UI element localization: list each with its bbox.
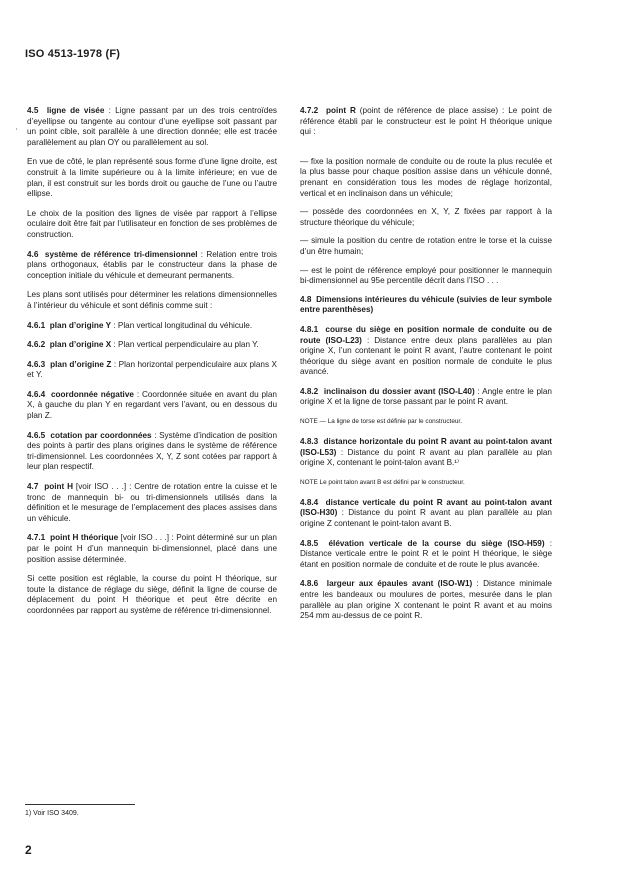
dash-item: — possède des coordonnées en X, Y, Z fixées par rapport à la structure théorique du véhicule; (300, 207, 552, 227)
clause-number: 4.8.5 (300, 538, 319, 548)
clause-text: [voir ISO . . .] : Centre de rotation entre la cuisse et le tronc de mannequin bi- ou tri-dimensionnels utilisés dans la définition et le mesurage de l’emplacement des places assises dans un véhicule. (27, 482, 277, 523)
clause-term: distance verticale du point R avant au point-talon avant (ISO-H30) (300, 497, 552, 518)
clause-number: 4.8.3 (300, 437, 319, 447)
document-header: ISO 4513-1978 (F) (25, 48, 121, 60)
clause-term: ligne de visée (46, 106, 105, 115)
dash-list (300, 157, 552, 287)
clause-text: : Distance minimale entre les bandeaux ou moulures de portes, mesurée dans le plan parallèle au plan origine X contenant le point R avant et au moins 254 mm au-dessus de ce point R. (300, 579, 552, 621)
clause-4-7-1 (27, 533, 277, 565)
clause-term: plan d’origine Z (50, 359, 112, 369)
clause-text: : Coordonnée située en avant du plan X, à gauche du plan Y en regardant vers l’avant, ou en dessous du plan Z. (27, 389, 277, 421)
clause-term: système de référence tri-dimensionnel (44, 249, 198, 259)
clause-number: 4.8 (300, 294, 312, 304)
clause-number: 4.7.2 (300, 106, 319, 115)
right-column (300, 106, 552, 631)
clause-term: point H théorique (50, 533, 119, 543)
clause-term: coordonnée négative (50, 389, 134, 399)
clause-text: Les plans sont utilisés pour déterminer les relations dimensionnelles à l’intérieur du véhicule et sont définis comme suit : (27, 290, 277, 310)
clause-4-8 (300, 295, 552, 316)
margin-mark: ‘ (16, 128, 18, 135)
clause-4-8-1 (300, 325, 552, 378)
clause-text: : Système d’indication de position des points à partir des plans origines dans le système de référence tri-dimensionnel. Les coordonnées X, Y, Z sont cotées par rapport à leur plan respectif. (27, 430, 277, 472)
clause-number: 4.6.3 (27, 359, 46, 369)
clause-text: : Angle entre le plan origine X et la ligne de torse passant par le point R avant. (300, 386, 552, 407)
clause-term: largeur aux épaules avant (ISO-W1) (326, 579, 473, 589)
clause-text: : Plan vertical longitudinal du véhicule. (111, 320, 253, 330)
dash-item: — fixe la position normale de conduite ou de route la plus reculée et la plus basse pour chaque position assise dans un véhicule donné, prenant en considération tous les modes de réglage horizontal, vertical et en inclinaison dans un véhicule; (300, 156, 552, 198)
clause-text: : Plan vertical perpendiculaire au plan Y. (111, 340, 259, 350)
clause-term: course du siège en position normale de conduite ou de route (ISO-L23) (300, 324, 552, 345)
clause-term: inclinaison du dossier avant (ISO-L40) (323, 386, 475, 396)
clause-number: 4.6.2 (27, 340, 46, 350)
clause-text: (point de référence de place assise) : Le point de référence établi par le constructeur est le point H théorique unique qui : (300, 106, 552, 137)
clause-4-6 (27, 250, 277, 282)
clause-number: 4.8.2 (300, 386, 319, 396)
right-column-clauses (300, 295, 552, 622)
clause-number: 4.6 (27, 249, 39, 259)
clause-4-8-6 (300, 579, 552, 621)
clause-number: 4.7 (27, 482, 39, 492)
clause-term: cotation par coordonnées (50, 430, 152, 440)
clause-4-8-4 (300, 498, 552, 530)
paragraph (27, 574, 277, 616)
clause-term: point H (44, 482, 74, 492)
clause-term: plan d’origine Y (49, 320, 112, 330)
clause-4-8-2 (300, 387, 552, 408)
left-column (27, 106, 277, 626)
clause-number: 4.6.4 (27, 389, 46, 399)
clause-4-6-3 (27, 360, 277, 381)
paragraph (27, 157, 277, 199)
clause-term: plan d’origine X (49, 340, 112, 350)
note: NOTE Le point talon avant B est défini par le constructeur. (300, 478, 465, 486)
footnote-divider (25, 804, 135, 805)
clause-4-6-2 (27, 340, 277, 351)
page-number: 2 (25, 843, 32, 857)
clause-text: En vue de côté, le plan représenté sous forme d’une ligne droite, est construit à la limite supérieure ou à la limite inférieure; en vue de plan, il est construit sur les bords droit ou gauche de l’une ou l’autre ellipse. (27, 157, 277, 199)
clause-4-8-5 (300, 539, 552, 571)
clause-text: [voir ISO . . .] : Point déterminé sur un plan par le point H d’un mannequin bi-dimensionnel, placé dans une position assise déterminée. (27, 533, 277, 564)
paragraph (27, 290, 277, 311)
clause-number: 4.8.6 (300, 579, 319, 589)
clause-text: : Distance entre deux plans parallèles au plan origine X, l’un contenant le point R avant, l’autre contenant le point théorique du siège avant en position normale de conduite le plus avancé. (300, 335, 552, 377)
clause-number: 4.6.1 (27, 320, 46, 330)
clause-number: 4.6.5 (27, 430, 46, 440)
clause-number: 4.5 (27, 106, 39, 115)
clause-text: : Distance du point R avant au plan parallèle au plan origine X, contenant le point-talon avant B.¹⁾ (300, 447, 552, 468)
clause-text: : Plan horizontal perpendiculaire aux plans X et Y. (27, 359, 277, 380)
clause-term: point R (326, 106, 356, 115)
clause-4-5 (27, 106, 277, 148)
clause-text: : Ligne passant par un des trois centroïdes d’eyellipse ou tangente au contour d’une eyellipse soit passant par un point cible, soit parallèle à une direction donnée; elle est tracée parallèlement au plan OY ou parallèlement au sol. (27, 106, 277, 147)
clause-term: élévation verticale de la course du siège (ISO-H59) (328, 538, 545, 548)
clause-text: : Distance du point R avant au plan parallèle au plan origine Z contenant le point-talon avant B. (300, 508, 552, 529)
clause-text: Si cette position est réglable, la course du point H théorique, sur toute la distance de réglage du siège, définit la ligne de course de déplacement du point H théorique et peut être décrite en coordonnées par rapport au système de référence tri-dimensionnel. (27, 574, 277, 615)
clause-4-6-4 (27, 390, 277, 422)
clause-4-6-5 (27, 431, 277, 473)
clause-4-8-3 (300, 437, 552, 469)
clause-term: distance horizontale du point R avant au point-talon avant (ISO-L53) (300, 437, 552, 457)
clause-text: : Distance verticale entre le point R et le point H théorique, le siège étant en position normale de conduite et de route le plus avancée. (300, 538, 552, 569)
footnote: 1) Voir ISO 3409. (25, 810, 79, 817)
clause-term: Dimensions intérieures du véhicule (suivies de leur symbole entre parenthèses) (300, 294, 552, 315)
paragraph (27, 209, 277, 241)
clause-4-6-1 (27, 321, 277, 332)
clause-number: 4.8.1 (300, 324, 319, 334)
clause-number: 4.8.4 (300, 497, 319, 507)
clause-text: : Relation entre trois plans orthogonaux, établis par le constructeur dans la phase de conception initiale du véhicule et demeurant permanents. (27, 249, 277, 280)
clause-4-7 (27, 482, 277, 524)
clause-4-7-2 (300, 106, 552, 138)
clause-text: Le choix de la position des lignes de visée par rapport à l’ellipse oculaire doit être fait par l’utilisateur en fonction de ses problèmes de construction. (27, 208, 277, 239)
dash-item: — simule la position du centre de rotation entre le torse et la cuisse d’un être humain; (300, 236, 552, 256)
clause-number: 4.7.1 (27, 533, 46, 543)
note: NOTE — La ligne de torse est définie par le constructeur. (300, 418, 462, 426)
dash-item: — est le point de référence employé pour positionner le mannequin bi-dimensionnel au 95e percentile décrit dans l’ISO . . . (300, 265, 552, 286)
